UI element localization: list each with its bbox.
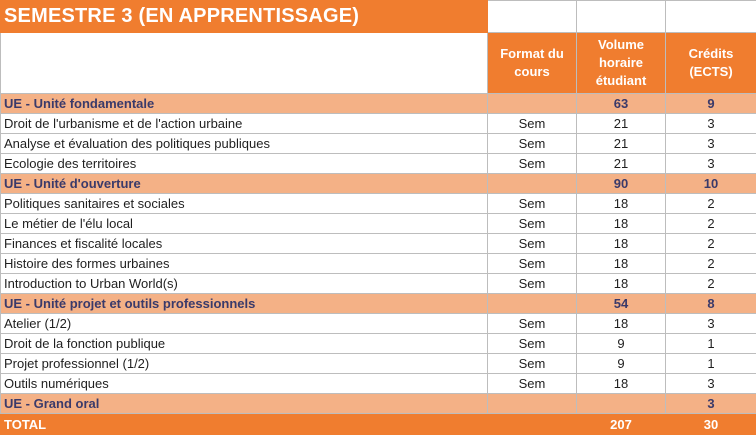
course-row (1, 314, 756, 334)
volume-cell: 9 (577, 354, 666, 374)
credits-cell: 2 (666, 214, 756, 234)
course-row (1, 194, 756, 214)
course-label: Politiques sanitaires et sociales (1, 194, 488, 214)
course-label: Projet professionnel (1/2) (1, 354, 488, 374)
header-empty-cell (1, 33, 488, 94)
total-credits: 30 (666, 414, 756, 435)
course-label: Introduction to Urban World(s) (1, 274, 488, 294)
volume-cell: 21 (577, 154, 666, 174)
ue-row (1, 94, 756, 114)
volume-cell: 18 (577, 254, 666, 274)
credits-cell: 3 (666, 114, 756, 134)
course-row (1, 254, 756, 274)
course-row (1, 114, 756, 134)
header-volume: Volume horaire étudiant (577, 33, 666, 94)
credits-cell: 3 (666, 394, 756, 414)
total-volume: 207 (577, 414, 666, 435)
format-cell: Sem (488, 234, 577, 254)
course-label: Droit de l'urbanisme et de l'action urbaine (1, 114, 488, 134)
volume-cell: 18 (577, 234, 666, 254)
course-label: Droit de la fonction publique (1, 334, 488, 354)
volume-cell: 18 (577, 314, 666, 334)
title-blank-cell (488, 1, 577, 33)
course-row (1, 354, 756, 374)
credits-cell: 3 (666, 374, 756, 394)
format-cell (488, 94, 577, 114)
ue-row (1, 174, 756, 194)
volume-cell: 9 (577, 334, 666, 354)
volume-cell: 18 (577, 214, 666, 234)
course-row (1, 154, 756, 174)
course-label: Analyse et évaluation des politiques publiques (1, 134, 488, 154)
course-row (1, 374, 756, 394)
title-blank-cell (577, 1, 666, 33)
credits-cell: 3 (666, 154, 756, 174)
ue-label: UE - Unité fondamentale (1, 94, 488, 114)
course-label: Atelier (1/2) (1, 314, 488, 334)
credits-cell: 8 (666, 294, 756, 314)
format-cell: Sem (488, 214, 577, 234)
course-label: Finances et fiscalité locales (1, 234, 488, 254)
ue-label: UE - Unité d'ouverture (1, 174, 488, 194)
total-format (488, 414, 577, 435)
course-row (1, 134, 756, 154)
format-cell: Sem (488, 314, 577, 334)
course-row (1, 214, 756, 234)
volume-cell: 21 (577, 114, 666, 134)
format-cell (488, 294, 577, 314)
ue-row (1, 294, 756, 314)
credits-cell: 9 (666, 94, 756, 114)
ue-row (1, 394, 756, 414)
credits-cell: 3 (666, 134, 756, 154)
course-label: Outils numériques (1, 374, 488, 394)
course-label: Le métier de l'élu local (1, 214, 488, 234)
format-cell: Sem (488, 254, 577, 274)
format-cell: Sem (488, 374, 577, 394)
format-cell: Sem (488, 274, 577, 294)
credits-cell: 2 (666, 274, 756, 294)
title-blank-cell (666, 1, 756, 33)
volume-cell: 90 (577, 174, 666, 194)
total-row (1, 414, 756, 435)
course-row (1, 234, 756, 254)
volume-cell: 18 (577, 194, 666, 214)
ue-label: UE - Grand oral (1, 394, 488, 414)
course-row (1, 274, 756, 294)
volume-cell: 54 (577, 294, 666, 314)
course-row (1, 334, 756, 354)
credits-cell: 10 (666, 174, 756, 194)
header-credits: Crédits (ECTS) (666, 33, 756, 94)
title-row (1, 1, 756, 33)
ue-label: UE - Unité projet et outils professionnels (1, 294, 488, 314)
volume-cell: 18 (577, 374, 666, 394)
header-format: Format du cours (488, 33, 577, 94)
format-cell (488, 174, 577, 194)
volume-cell (577, 394, 666, 414)
format-cell: Sem (488, 334, 577, 354)
format-cell: Sem (488, 354, 577, 374)
credits-cell: 1 (666, 354, 756, 374)
volume-cell: 18 (577, 274, 666, 294)
credits-cell: 2 (666, 254, 756, 274)
credits-cell: 3 (666, 314, 756, 334)
credits-cell: 2 (666, 194, 756, 214)
format-cell: Sem (488, 194, 577, 214)
format-cell: Sem (488, 154, 577, 174)
credits-cell: 2 (666, 234, 756, 254)
credits-cell: 1 (666, 334, 756, 354)
volume-cell: 21 (577, 134, 666, 154)
course-label: Histoire des formes urbaines (1, 254, 488, 274)
volume-cell: 63 (577, 94, 666, 114)
format-cell: Sem (488, 134, 577, 154)
total-label: TOTAL (1, 414, 488, 435)
format-cell: Sem (488, 114, 577, 134)
semester-title: SEMESTRE 3 (EN APPRENTISSAGE) (1, 1, 488, 33)
format-cell (488, 394, 577, 414)
course-label: Ecologie des territoires (1, 154, 488, 174)
header-row (1, 33, 756, 94)
